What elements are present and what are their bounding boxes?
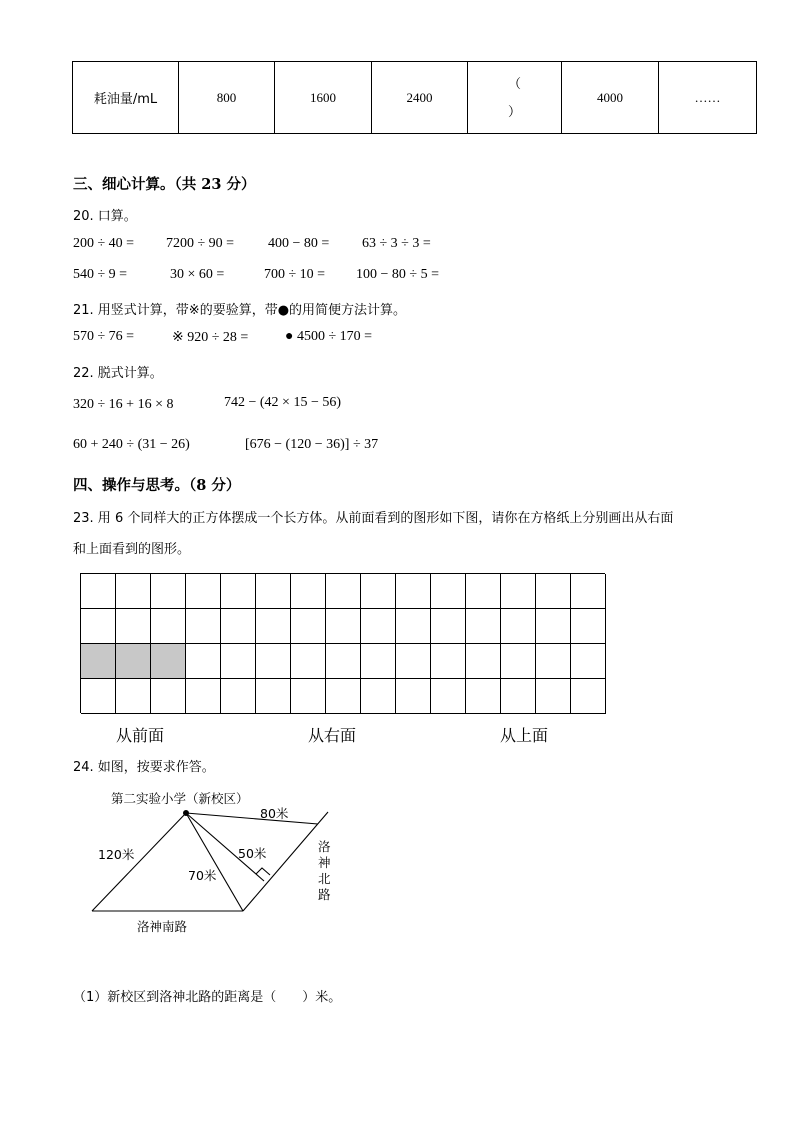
grid-cell bbox=[151, 574, 186, 609]
q24-sub1: （1）新校区到洛神北路的距离是（ ）米。 bbox=[73, 990, 342, 1005]
grid-cell-shaded bbox=[81, 644, 116, 679]
q22-item: [676 − (120 − 36)] ÷ 37 bbox=[245, 437, 379, 452]
grid-cell bbox=[81, 574, 116, 609]
grid-cell bbox=[116, 679, 151, 714]
q20-item: 7200 ÷ 90 = bbox=[166, 236, 235, 251]
grid-cell bbox=[221, 679, 256, 714]
grid-cell bbox=[431, 679, 466, 714]
grid-label-front: 从前面 bbox=[116, 726, 165, 745]
school-label: 第二实验小学（新校区） bbox=[111, 791, 249, 806]
grid-cell bbox=[466, 574, 501, 609]
grid-cell bbox=[221, 644, 256, 679]
q20-item: 700 ÷ 10 = bbox=[264, 267, 326, 282]
q24-label: 24. 如图，按要求作答。 bbox=[73, 760, 215, 775]
grid-cell bbox=[326, 609, 361, 644]
q21-item: ※ 920 ÷ 28 = bbox=[172, 330, 249, 345]
grid-cell bbox=[466, 644, 501, 679]
table-cell-ellipsis: …… bbox=[659, 62, 757, 134]
grid-cell bbox=[571, 644, 606, 679]
grid-cell bbox=[396, 609, 431, 644]
road-north-char: 北 bbox=[318, 871, 331, 886]
grid-label-right: 从右面 bbox=[308, 726, 357, 745]
segment-80 bbox=[186, 813, 318, 824]
road-north-char: 神 bbox=[318, 855, 331, 870]
grid-cell bbox=[571, 609, 606, 644]
distance-70-label: 70米 bbox=[188, 868, 217, 883]
road-north-line bbox=[243, 812, 328, 911]
segment-70 bbox=[186, 813, 243, 911]
grid-cell bbox=[256, 644, 291, 679]
grid-label-top: 从上面 bbox=[500, 726, 549, 745]
q20-label: 20. 口算。 bbox=[73, 209, 137, 224]
grid-cell bbox=[256, 609, 291, 644]
q21-item: 570 ÷ 76 = bbox=[73, 329, 135, 344]
grid-cell bbox=[326, 574, 361, 609]
grid-cell bbox=[186, 574, 221, 609]
grid-cell bbox=[501, 644, 536, 679]
q22-label: 22. 脱式计算。 bbox=[73, 366, 163, 381]
grid-cell bbox=[431, 609, 466, 644]
grid-cell bbox=[291, 644, 326, 679]
road-north-char: 洛 bbox=[318, 839, 331, 854]
grid-cell bbox=[151, 679, 186, 714]
q20-item: 540 ÷ 9 = bbox=[73, 267, 128, 282]
grid-cell bbox=[396, 679, 431, 714]
grid-cell-shaded bbox=[116, 644, 151, 679]
grid-cell bbox=[81, 679, 116, 714]
table-cell: 800 bbox=[179, 62, 275, 134]
grid-cell bbox=[291, 609, 326, 644]
grid-cell bbox=[396, 644, 431, 679]
grid-cell bbox=[361, 644, 396, 679]
q20-item: 30 × 60 = bbox=[170, 267, 225, 282]
q23-text-line2: 和上面看到的图形。 bbox=[73, 542, 191, 557]
grid-cell-shaded bbox=[151, 644, 186, 679]
grid-cell bbox=[361, 679, 396, 714]
grid-cell bbox=[81, 609, 116, 644]
table-cell-header: 耗油量/mL bbox=[73, 62, 179, 134]
grid-cell bbox=[186, 644, 221, 679]
distance-120-label: 120米 bbox=[98, 847, 135, 862]
grid-cell bbox=[431, 574, 466, 609]
q22-item: 60 + 240 ÷ (31 − 26) bbox=[73, 437, 190, 452]
segment-120 bbox=[92, 813, 186, 911]
table-cell: 4000 bbox=[562, 62, 659, 134]
grid-cell bbox=[361, 609, 396, 644]
grid-cell bbox=[466, 679, 501, 714]
q21-label: 21. 用竖式计算，带※的要验算，带●的用简便方法计算。 bbox=[73, 303, 407, 318]
grid-cell bbox=[501, 679, 536, 714]
grid-cell bbox=[571, 679, 606, 714]
q20-item: 63 ÷ 3 ÷ 3 = bbox=[362, 236, 431, 251]
grid-cell bbox=[536, 574, 571, 609]
table-cell-blank bbox=[468, 62, 562, 134]
road-north-char: 路 bbox=[318, 887, 331, 902]
q20-item: 100 − 80 ÷ 5 = bbox=[356, 267, 439, 282]
grid-cell bbox=[536, 609, 571, 644]
grid-cell bbox=[361, 574, 396, 609]
table-row bbox=[73, 62, 757, 134]
section4-heading: 四、操作与思考。（8 分） bbox=[73, 477, 241, 494]
q21-item: ● 4500 ÷ 170 = bbox=[285, 329, 373, 344]
grid-cell bbox=[256, 574, 291, 609]
q22-item: 320 ÷ 16 + 16 × 8 bbox=[73, 397, 174, 412]
grid-cell bbox=[501, 609, 536, 644]
q22-item: 742 − (42 × 15 − 56) bbox=[224, 395, 342, 410]
road-south-label: 洛神南路 bbox=[137, 919, 188, 934]
right-angle-mark bbox=[256, 868, 270, 875]
distance-80-label: 80米 bbox=[260, 806, 289, 821]
grid-cell bbox=[396, 574, 431, 609]
grid-cell bbox=[536, 679, 571, 714]
close-paren: ） bbox=[507, 103, 521, 119]
grid-cell bbox=[431, 644, 466, 679]
q20-item: 200 ÷ 40 = bbox=[73, 236, 135, 251]
q20-item: 400 − 80 = bbox=[268, 236, 330, 251]
grid-cell bbox=[116, 574, 151, 609]
grid-cell bbox=[536, 644, 571, 679]
school-point bbox=[183, 810, 189, 816]
table-cell: 1600 bbox=[275, 62, 372, 134]
grid-cell bbox=[466, 609, 501, 644]
grid-cell bbox=[501, 574, 536, 609]
fuel-table bbox=[72, 61, 757, 134]
grid-cell bbox=[221, 609, 256, 644]
grid-cell bbox=[116, 609, 151, 644]
distance-50-label: 50米 bbox=[238, 846, 267, 861]
grid-cell bbox=[326, 644, 361, 679]
grid-cell bbox=[256, 679, 291, 714]
grid-cell bbox=[151, 609, 186, 644]
table-cell: 2400 bbox=[372, 62, 468, 134]
section3-heading: 三、细心计算。（共 23 分） bbox=[73, 176, 256, 193]
grid-cell bbox=[571, 574, 606, 609]
open-paren: （ bbox=[507, 75, 521, 91]
square-grid bbox=[80, 573, 605, 713]
grid-cell bbox=[221, 574, 256, 609]
grid-cell bbox=[291, 574, 326, 609]
q23-text-line1: 23. 用 6 个同样大的正方体摆成一个长方体。从前面看到的图形如下图，请你在方格纸上分别画出从右面 bbox=[73, 511, 674, 526]
road-diagram bbox=[0, 780, 420, 940]
grid-cell bbox=[291, 679, 326, 714]
grid-cell bbox=[186, 609, 221, 644]
grid-cell bbox=[326, 679, 361, 714]
grid-cell bbox=[186, 679, 221, 714]
